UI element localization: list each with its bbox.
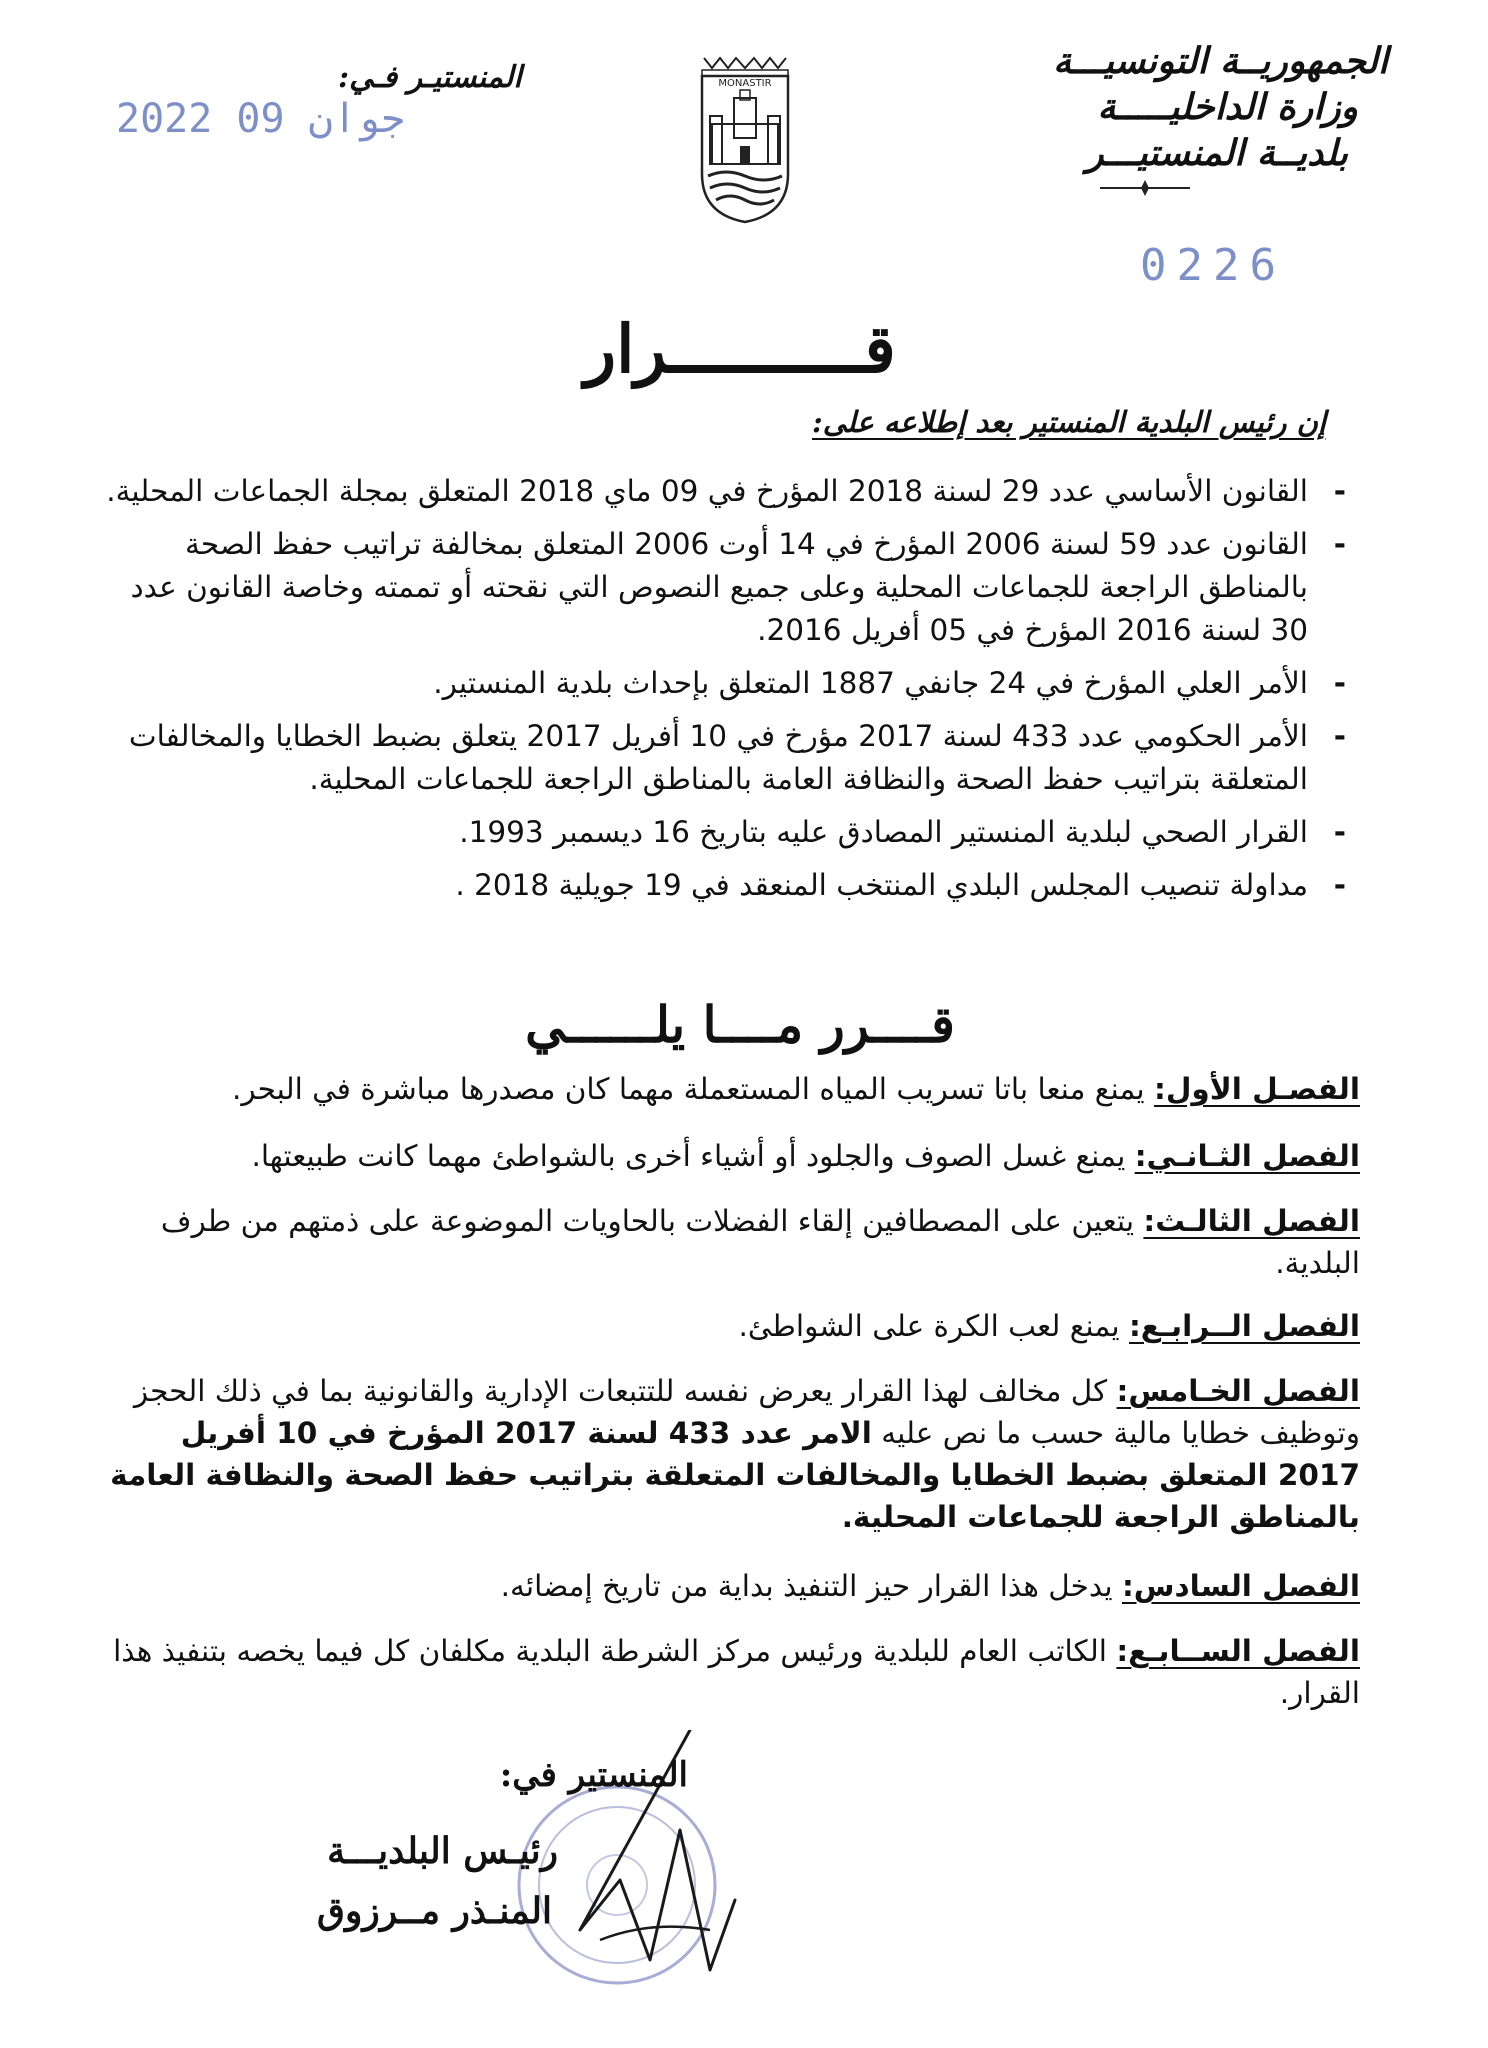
- article-text: كل مخالف لهذا القرار يعرض نفسه للتتبعات الإدارية والقانونية بما في ذلك الحجز وتوظيف خطايا مالية حسب ما نص عليه: [133, 1374, 1360, 1450]
- article-1: [110, 1068, 1360, 1110]
- place-label: المنستيـر فـي:: [338, 60, 522, 95]
- list-item: - القانون الأساسي عدد 29 لسنة 2018 المؤرخ في 09 ماي 2018 المتعلق بمجلة الجماعات المحلية.: [106, 470, 1346, 513]
- article-2: [110, 1135, 1360, 1177]
- list-item: - القرار الصحي لبلدية المنستير المصادق عليه بتاريخ 16 ديسمبر 1993.: [106, 811, 1346, 854]
- article-label: الفصل الثـانـي:: [1134, 1139, 1360, 1173]
- article-label: الفصل الســابـع:: [1116, 1634, 1360, 1668]
- document-title: قــــــــــرار: [584, 310, 896, 388]
- article-5: [110, 1370, 1360, 1538]
- article-label: الفصل الثالـث:: [1143, 1204, 1360, 1238]
- considerations-list: [106, 470, 1346, 917]
- article-text: يمنع لعب الكرة على الشواطئ.: [738, 1309, 1129, 1343]
- signatory-title: رئيـس البلديـــة: [327, 1830, 558, 1872]
- article-7: [110, 1630, 1360, 1714]
- list-item: - الأمر العلي المؤرخ في 24 جانفي 1887 المتعلق بإحداث بلدية المنستير.: [106, 662, 1346, 705]
- article-text: يدخل هذا القرار حيز التنفيذ بداية من تاريخ إمضائه.: [500, 1569, 1122, 1603]
- monastir-crest-icon: [690, 54, 800, 224]
- letterhead: [968, 38, 1388, 176]
- article-text: يمنع منعا باتا تسريب المياه المستعملة مهما كان مصدرها مباشرة في البحر.: [231, 1072, 1155, 1106]
- article-label: الفصل السادس:: [1121, 1569, 1360, 1603]
- list-item: - مداولة تنصيب المجلس البلدي المنتخب المنعقد في 19 جويلية 2018 .: [106, 864, 1346, 907]
- closing-place: المنستير في:: [499, 1755, 688, 1795]
- article-6: [110, 1565, 1360, 1607]
- article-3: [110, 1200, 1360, 1284]
- list-item: - القانون عدد 59 لسنة 2006 المؤرخ في 14 أوت 2006 المتعلق بمخالفة تراتيب حفظ الصحة بالمناطق الراجعة للجماعات المحلية وعلى جميع النصوص التي نقحته أو تممته وخاصة القانون عدد 30 لسنة 2016 المؤرخ في 05 أفريل 2016.: [106, 523, 1346, 652]
- signatory-name: المنـذر مــرزوق: [317, 1890, 552, 1932]
- municipality-heading: بلديــة المنستيـــر: [1086, 132, 1348, 174]
- ministry-heading: وزارة الداخليـــــة: [1097, 86, 1358, 128]
- date-stamp: 2022 جوان 09: [116, 96, 406, 142]
- republic-heading: الجمهوريــة التونسيـــة: [1053, 40, 1388, 82]
- article-label: الفصل الــرابـع:: [1128, 1309, 1360, 1343]
- article-text: يتعين على المصطافين إلقاء الفضلات بالحاويات الموضوعة على ذمتهم من طرف البلدية.: [160, 1204, 1360, 1280]
- decision-heading: [520, 995, 960, 1054]
- separator-mark: [1100, 178, 1190, 198]
- logo-text: MONASTIR: [718, 78, 772, 89]
- article-4: [110, 1305, 1360, 1347]
- article-label: الفصـل الأول:: [1154, 1072, 1360, 1106]
- reference-number: 0226: [1140, 240, 1286, 291]
- article-text: يمنع غسل الصوف والجلود أو أشياء أخرى بالشواطئ مهما كانت طبيعتها.: [251, 1139, 1135, 1173]
- article-text: الكاتب العام للبلدية ورئيس مركز الشرطة البلدية مكلفان كل فيما يخصه بتنفيذ هذا القرار.: [113, 1634, 1360, 1710]
- intro-line: إن رئيس البلدية المنستير بعد إطلاعه على:: [812, 405, 1326, 439]
- article-label: الفصل الخـامس:: [1116, 1374, 1360, 1408]
- list-item: - الأمر الحكومي عدد 433 لسنة 2017 مؤرخ في 10 أفريل 2017 يتعلق بضبط الخطايا والمخالفات المتعلقة بتراتيب حفظ الصحة والنظافة العامة بالمناطق الراجعة للجماعات المحلية.: [106, 715, 1346, 801]
- article-bold-text: الامر عدد 433 لسنة 2017 المؤرخ في 10 أفريل 2017 المتعلق بضبط الخطايا والمخالفات المتعلقة بتراتيب حفظ الصحة والنظافة العامة بالمناطق الراجعة للجماعات المحلية.: [110, 1416, 1360, 1534]
- decision-heading-text: قــــرر مــــا يلــــــي: [525, 995, 955, 1054]
